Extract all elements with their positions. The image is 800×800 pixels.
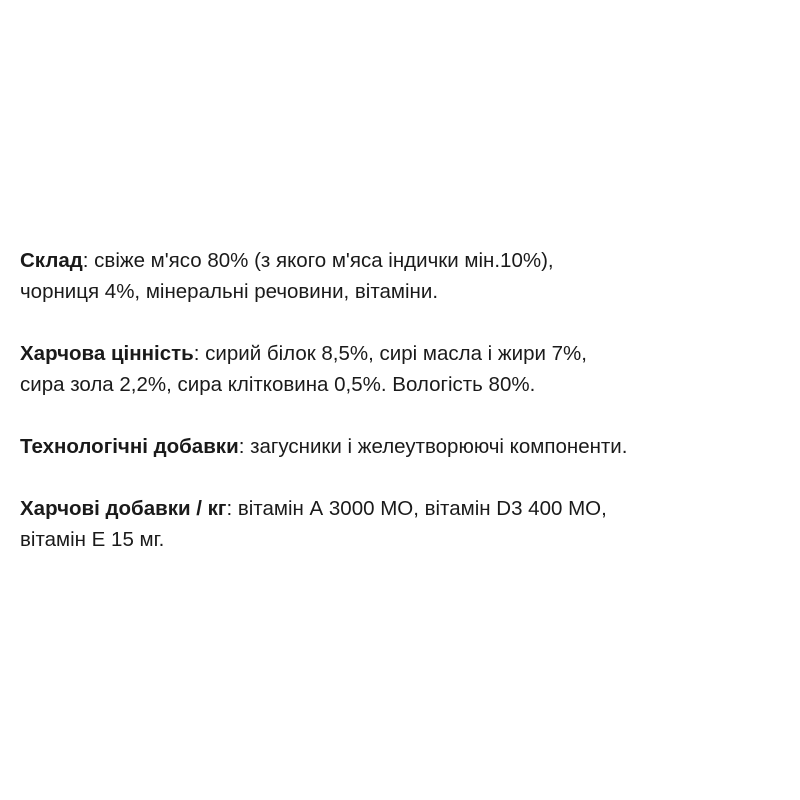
nutritional-additives-text-continuation: вітамін Е 15 мг. — [20, 528, 165, 551]
nutritional-value-separator: : — [193, 342, 206, 365]
nutritional-value-paragraph — [20, 338, 790, 400]
nutritional-additives-separator: : — [226, 497, 238, 520]
ingredients-text-block — [20, 245, 790, 555]
technological-additives-text: загусники і желеутворюючі компоненти. — [250, 435, 628, 458]
technological-additives-label: Технологічні добавки — [20, 435, 239, 458]
nutritional-additives-label: Харчові добавки / кг — [20, 497, 227, 520]
technological-additives-separator: : — [238, 435, 251, 458]
nutritional-additives-text: вітамін А 3000 МО, вітамін D3 400 МО, — [237, 497, 607, 520]
nutritional-additives-paragraph — [20, 493, 790, 555]
nutritional-value-label: Харчова цінність — [20, 342, 194, 365]
composition-paragraph — [20, 245, 790, 307]
composition-label: Склад — [20, 249, 83, 272]
technological-additives-paragraph — [20, 431, 790, 462]
nutritional-value-text-continuation: сира зола 2,2%, сира клітковина 0,5%. Вологість 80%. — [20, 373, 536, 396]
nutritional-value-text: сирий білок 8,5%, сирі масла і жири 7%, — [205, 342, 587, 365]
composition-text-continuation: чорниця 4%, мінеральні речовини, вітаміни. — [20, 280, 439, 303]
composition-separator: : — [82, 249, 95, 272]
composition-text: свіже м'ясо 80% (з якого м'яса індички мін.10%), — [94, 249, 554, 272]
